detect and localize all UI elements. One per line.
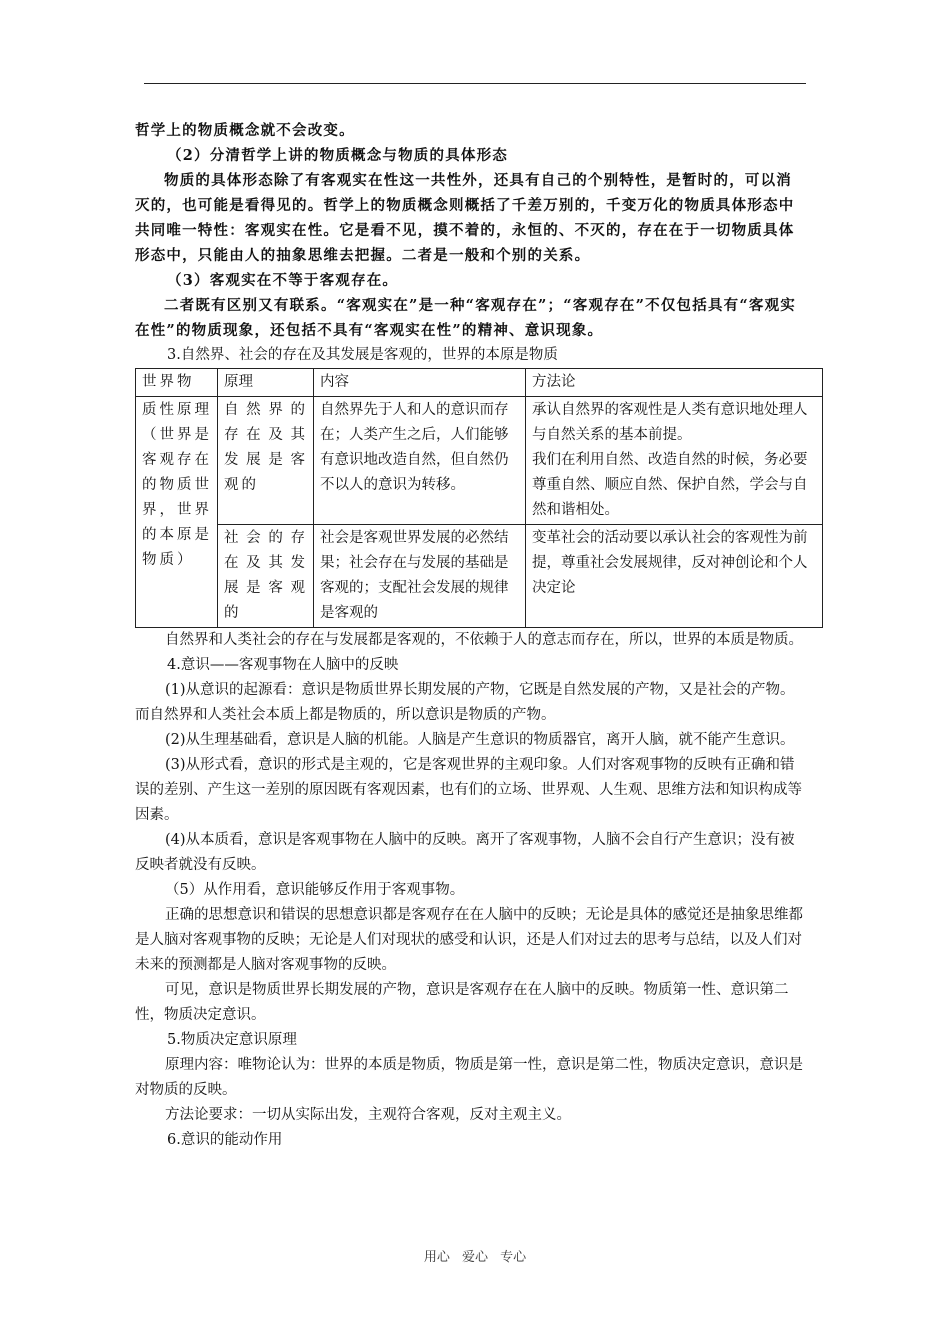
table-cell-content: 自然界先于人和人的意识而存在；人类产生之后，人们能够有意识地改造自然，但自然仍不以人的意识为转移。 bbox=[314, 397, 526, 525]
paragraph: (2)从生理基础看，意识是人脑的机能。人脑是产生意识的物质器官，离开人脑，就不能产生意识。 bbox=[165, 732, 795, 748]
paragraph: （5）从作用看，意识能够反作用于客观事物。 bbox=[165, 882, 465, 898]
table-cell-method: 变革社会的活动要以承认社会的客观性为前提，尊重社会发展规律，反对神创论和个人决定论 bbox=[526, 525, 823, 628]
footer-word: 爱心 bbox=[461, 1250, 488, 1265]
table-header-cell: 世界物 bbox=[136, 369, 218, 397]
table-header-cell: 原理 bbox=[218, 369, 314, 397]
paragraph: 正确的思想意识和错误的思想意识都是客观存在在人脑中的反映；无论是具体的感觉还是抽象思维都是人脑对客观事物的反映；无论是人们对现状的感受和认识，还是人们对过去的思考与总结，以及人们对未来的预测都是人脑对客观事物的反映。 bbox=[135, 907, 803, 973]
table-title: 3.自然界、社会的存在及其发展是客观的，世界的本原是物质 bbox=[167, 347, 558, 363]
subheading: （2）分清哲学上讲的物质概念与物质的具体形态 bbox=[167, 147, 508, 164]
section-heading: 4.意识——客观事物在人脑中的反映 bbox=[167, 657, 399, 673]
table-row-header: 质性原理（世界是客观存在的物质世界，世界的本原是物质） bbox=[136, 397, 218, 628]
method-text: 承认自然界的客观性是人类有意识地处理人与自然关系的基本前提。 bbox=[532, 402, 808, 443]
table-cell-method bbox=[526, 397, 823, 525]
table-cell-content: 社会是客观世界发展的必然结果；社会存在与发展的基础是客观的；支配社会发展的规律是客观的 bbox=[314, 525, 526, 628]
paragraph: 二者既有区别又有联系。“客观实在”是一种“客观存在”；“客观存在”不仅包括具有“客观实在性”的物质现象，还包括不具有“客观实在性”的精神、意识现象。 bbox=[135, 297, 796, 339]
table-cell-principle: 社会的存在及其发展是客观的 bbox=[218, 525, 314, 628]
page-footer bbox=[0, 1246, 950, 1265]
method-text: 我们在利用自然、改造自然的时候，务必要尊重自然、顺应自然、保护自然，学会与自然和谐相处。 bbox=[532, 452, 808, 518]
paragraph: (4)从本质看，意识是客观事物在人脑中的反映。离开了客观事物，人脑不会自行产生意识；没有被反映者就没有反映。 bbox=[135, 832, 795, 873]
paragraph: 物质的具体形态除了有客观实在性这一共性外，还具有自己的个别特性，是暂时的，可以消灭的，也可能是看得见的。哲学上的物质概念则概括了千差万别的，千变万化的物质具体形态中共同唯一特性：客观实在性。它是看不见，摸不着的，永恒的、不灭的，存在在于一切物质具体形态中，只能由人的抽象思维去把握。二者是一般和个别的关系。 bbox=[135, 172, 795, 264]
paragraph: 可见，意识是物质世界长期发展的产物，意识是客观存在在人脑中的反映。物质第一性、意识第二性，物质决定意识。 bbox=[135, 982, 789, 1023]
paragraph: 自然界和人类社会的存在与发展都是客观的，不依赖于人的意志而存在，所以，世界的本质是物质。 bbox=[165, 632, 803, 648]
paragraph: 方法论要求：一切从实际出发，主观符合客观，反对主观主义。 bbox=[165, 1107, 571, 1123]
section-heading: 6.意识的能动作用 bbox=[167, 1132, 283, 1148]
footer-word: 专心 bbox=[500, 1250, 527, 1265]
header-rule bbox=[144, 83, 806, 84]
table-cell-principle: 自然界的存在及其发展是客观的 bbox=[218, 397, 314, 525]
subheading: （3）客观实在不等于客观存在。 bbox=[167, 272, 399, 289]
paragraph: 哲学上的物质概念就不会改变。 bbox=[135, 122, 355, 139]
paragraph: 原理内容：唯物论认为：世界的本质是物质，物质是第一性，意识是第二性，物质决定意识，意识是对物质的反映。 bbox=[135, 1057, 803, 1098]
document-body bbox=[135, 118, 807, 1153]
table-header-row bbox=[136, 369, 823, 397]
table-header-cell: 方法论 bbox=[526, 369, 823, 397]
table-header-cell: 内容 bbox=[314, 369, 526, 397]
table-row bbox=[136, 525, 823, 628]
table-row bbox=[136, 397, 823, 525]
paragraph: (3)从形式看，意识的形式是主观的，它是客观世界的主观印象。人们对客观事物的反映有正确和错误的差别、产生这一差别的原因既有客观因素，也有们的立场、世界观、人生观、思维方法和知识构成等因素。 bbox=[135, 757, 802, 823]
principle-table bbox=[135, 368, 823, 628]
paragraph: (1)从意识的起源看：意识是物质世界长期发展的产物，它既是自然发展的产物，又是社会的产物。而自然界和人类社会本质上都是物质的，所以意识是物质的产物。 bbox=[135, 682, 795, 723]
footer-word: 用心 bbox=[423, 1250, 450, 1265]
section-heading: 5.物质决定意识原理 bbox=[167, 1032, 297, 1048]
